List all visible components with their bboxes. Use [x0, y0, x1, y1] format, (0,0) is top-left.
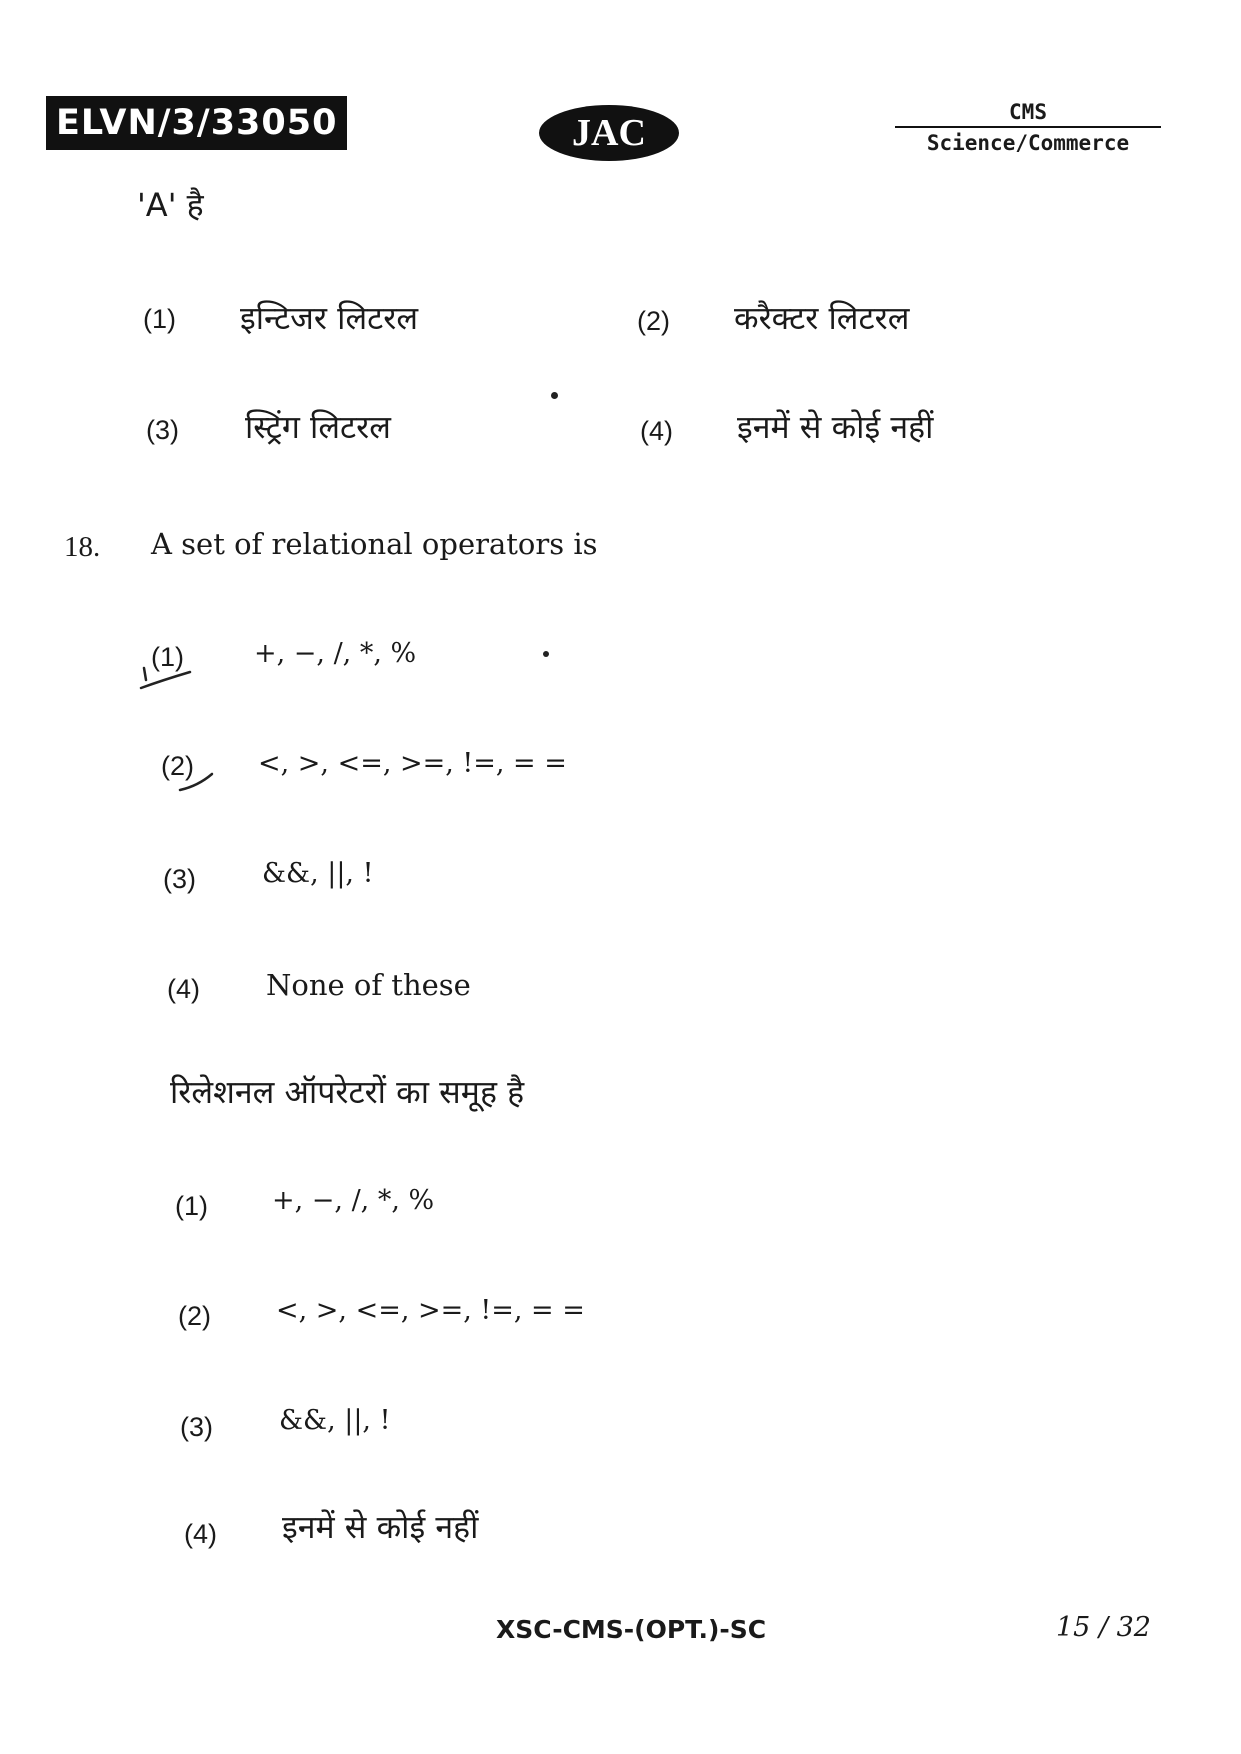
q17-option-1-text: इन्टिजर लिटरल	[240, 299, 419, 337]
q18-en-option-2-text: <, >, <=, >=, !=, = =	[258, 748, 567, 779]
q17-option-2-number: (2)	[637, 306, 670, 336]
q18-number: 18.	[64, 531, 101, 563]
q18-hi-option-2-text: <, >, <=, >=, !=, = =	[276, 1295, 585, 1326]
q17-option-3-text: स्ट्रिंग लिटरल	[245, 408, 391, 446]
pen-tick-mark-option-2	[170, 760, 220, 800]
q18-hi-option-1-text: +, −, /, *, %	[272, 1185, 435, 1216]
q18-en-option-4-number: (4)	[167, 974, 200, 1004]
q18-en-option-2-number: (2)	[161, 751, 194, 781]
q18-en-option-1-text: +, −, /, *, %	[254, 638, 417, 669]
q17-option-2-text: करैक्टर लिटरल	[734, 299, 910, 337]
q17-option-1-number: (1)	[143, 304, 176, 334]
q18-hi-option-3-number: (3)	[180, 1412, 213, 1442]
scan-speck	[551, 392, 558, 399]
subject-stream: Science/Commerce	[926, 131, 1130, 155]
q18-question-hindi: रिलेशनल ऑपरेटरों का समूह है	[170, 1073, 525, 1111]
q18-en-option-1-number: (1)	[151, 642, 184, 672]
subject-block	[895, 100, 1161, 155]
page-number: 15 / 32	[1056, 1612, 1151, 1643]
q18-hi-option-2-number: (2)	[178, 1301, 211, 1331]
q18-hi-option-4-text: इनमें से कोई नहीं	[282, 1508, 479, 1546]
q18-hi-option-3-text: &&, ||, !	[279, 1405, 391, 1436]
pen-tick-mark-option-1	[138, 650, 198, 695]
scan-speck	[543, 651, 549, 657]
q17-option-3-number: (3)	[146, 415, 179, 445]
q17-option-4-number: (4)	[640, 416, 673, 446]
q18-en-option-3-text: &&, ||, !	[262, 858, 374, 889]
footer-paper-code: XSC-CMS-(OPT.)-SC	[496, 1615, 767, 1644]
q17-option-4-text: इनमें से कोई नहीं	[737, 408, 934, 446]
subject-divider	[895, 126, 1161, 128]
subject-code: CMS	[1009, 100, 1047, 124]
board-logo: JAC	[539, 105, 679, 161]
paper-code: ELVN/3/33050	[46, 96, 347, 150]
q18-en-option-3-number: (3)	[163, 864, 196, 894]
q18-en-option-4-text: None of these	[266, 968, 471, 1002]
q18-hi-option-4-number: (4)	[184, 1519, 217, 1549]
q18-question-english: A set of relational operators is	[151, 527, 598, 561]
q18-hi-option-1-number: (1)	[175, 1191, 208, 1221]
q17-stem-hindi: 'A' है	[137, 186, 204, 224]
